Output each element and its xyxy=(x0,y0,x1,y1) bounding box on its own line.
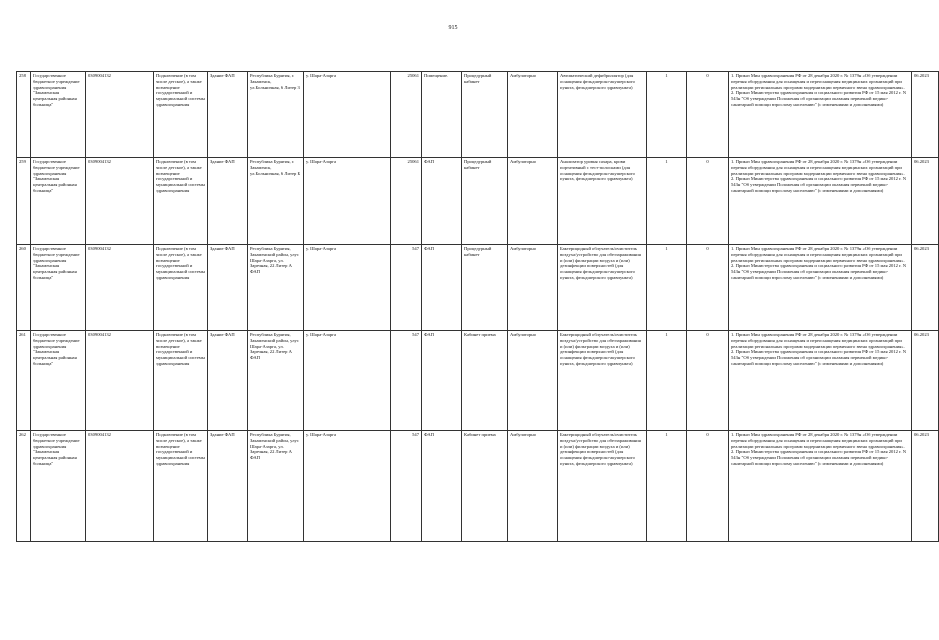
quantity-available-cell: 0 xyxy=(687,331,729,431)
inn-cell: 0309004132 xyxy=(86,331,154,431)
table-row xyxy=(17,431,939,542)
quantity-required-cell: 1 xyxy=(647,72,687,158)
date-cell: 06.2023 xyxy=(912,331,939,431)
row-number: 262 xyxy=(17,431,31,542)
care-type-cell: Амбулаторно xyxy=(508,158,558,245)
locality-cell: у. Шара-Азарга xyxy=(304,331,391,431)
building-cell: Здание ФАП xyxy=(208,158,248,245)
care-type-cell: Амбулаторно xyxy=(508,431,558,542)
table-row xyxy=(17,245,939,331)
inn-cell: 0309004132 xyxy=(86,245,154,331)
basis-cell: 1. Приказ Мин здравоохранения РФ от 28 декабря 2020 г. № 1379н «Об утверждении перечня оборудования для оснащения и переоснащения медицинских организаций при реализации региональных программ модернизации первичного звена здравоохранения». 2. Приказ Министерства здравоохранения и социального развития РФ от 15 мая 2012 г. N 543н "Об утверждении Положения об организации оказания первичной медико-санитарной помощи взрослому населению" (с изменениями и дополнениями) xyxy=(729,431,912,542)
quantity-required-cell: 1 xyxy=(647,431,687,542)
locality-cell: у. Шара-Азарга xyxy=(304,72,391,158)
building-cell: Здание ФАП xyxy=(208,72,248,158)
address-cell: Республика Бурятия, г. Закаменск, ул.Больничная, 6 Литер 3 xyxy=(248,72,304,158)
unit-cell: ФАП xyxy=(422,158,462,245)
table-row xyxy=(17,158,939,245)
description-cell: Подключение (в том числе детское), а также возмещение государственной и муниципальной системы здравоохранения xyxy=(154,331,208,431)
table-row xyxy=(17,331,939,431)
organization-cell: Государственное бюджетное учреждение здравоохранения "Закаменская центральная районная больница" xyxy=(31,158,86,245)
description-cell: Подключение (в том числе детское), а также возмещение государственной и муниципальной системы здравоохранения xyxy=(154,245,208,331)
row-number: 259 xyxy=(17,158,31,245)
care-type-cell: Амбулаторно xyxy=(508,245,558,331)
quantity-available-cell: 0 xyxy=(687,431,729,542)
date-cell: 06.2023 xyxy=(912,245,939,331)
row-number: 261 xyxy=(17,331,31,431)
date-cell: 06.2023 xyxy=(912,158,939,245)
basis-cell: 1. Приказ Мин здравоохранения РФ от 28 декабря 2020 г. № 1379н «Об утверждении перечня оборудования для оснащения и переоснащения медицинских организаций при реализации региональных программ модернизации первичного звена здравоохранения». 2. Приказ Министерства здравоохранения и социального развития РФ от 15 мая 2012 г. N 543н "Об утверждении Положения об организации оказания первичной медико-санитарной помощи взрослому населению" (с изменениями и дополнениями) xyxy=(729,245,912,331)
locality-cell: у. Шара-Азарга xyxy=(304,158,391,245)
equipment-cell: Автоматический дефибриллятор (для оснащения фельдшерско-акушерского пункта, фельдшерского здравпункта) xyxy=(558,72,647,158)
building-cell: Здание ФАП xyxy=(208,431,248,542)
quantity-required-cell: 1 xyxy=(647,245,687,331)
description-cell: Подключение (в том числе детское), а также возмещение государственной и муниципальной системы здравоохранения xyxy=(154,431,208,542)
equipment-cell: Бактерицидный облучатель/очиститель воздуха/устройство для обеззараживания и (или) фильтрации воздуха и (или) дезинфекции поверхностей (для оснащения фельдшерско-акушерского пункта, фельдшерского здравпункта) xyxy=(558,431,647,542)
room-cell: Процедурный кабинет xyxy=(462,72,508,158)
room-cell: Кабинет приема xyxy=(462,431,508,542)
date-cell: 06.2023 xyxy=(912,72,939,158)
quantity-available-cell: 0 xyxy=(687,245,729,331)
organization-cell: Государственное бюджетное учреждение здравоохранения "Закаменская центральная районная больница" xyxy=(31,245,86,331)
unit-cell: ФАП xyxy=(422,245,462,331)
locality-cell: у. Шара-Азарга xyxy=(304,431,391,542)
basis-cell: 1. Приказ Мин здравоохранения РФ от 28 декабря 2020 г. № 1379н «Об утверждении перечня оборудования для оснащения и переоснащения медицинских организаций при реализации региональных программ модернизации первичного звена здравоохранения». 2. Приказ Министерства здравоохранения и социального развития РФ от 15 мая 2012 г. N 543н "Об утверждении Положения об организации оказания первичной медико-санитарной помощи взрослому населению" (с изменениями и дополнениями) xyxy=(729,158,912,245)
room-cell: Кабинет приема xyxy=(462,331,508,431)
care-type-cell: Амбулаторно xyxy=(508,331,558,431)
inn-cell: 0309004132 xyxy=(86,72,154,158)
code-cell: 547 xyxy=(391,431,422,542)
address-cell: Республика Бурятия, Закаменский район, улус Шара-Азарга, ул. Заречная, 22 Литер А ФАП xyxy=(248,431,304,542)
care-type-cell: Амбулаторно xyxy=(508,72,558,158)
room-cell: Процедурный кабинет xyxy=(462,158,508,245)
code-cell: 547 xyxy=(391,245,422,331)
unit-cell: ФАП xyxy=(422,431,462,542)
inn-cell: 0309004132 xyxy=(86,431,154,542)
description-cell: Подключение (в том числе детское), а также возмещение государственной и муниципальной системы здравоохранения xyxy=(154,72,208,158)
building-cell: Здание ФАП xyxy=(208,245,248,331)
address-cell: Республика Бурятия, г. Закаменск, ул.Больничная, 6 Литер Б xyxy=(248,158,304,245)
address-cell: Республика Бурятия, Закаменский район, улус Шара-Азарга, ул. Заречная, 22 Литер А ФАП xyxy=(248,245,304,331)
inn-cell: 0309004132 xyxy=(86,158,154,245)
unit-cell: Помещение. xyxy=(422,72,462,158)
page-number: 915 xyxy=(448,25,458,31)
row-number: 258 xyxy=(17,72,31,158)
code-cell: 25061 xyxy=(391,158,422,245)
basis-cell: 1. Приказ Мин здравоохранения РФ от 28 декабря 2020 г. № 1379н «Об утверждении перечня оборудования для оснащения и переоснащения медицинских организаций при реализации региональных программ модернизации первичного звена здравоохранения». 2. Приказ Министерства здравоохранения и социального развития РФ от 15 мая 2012 г. N 543н "Об утверждении Положения об организации оказания первичной медико-санитарной помощи взрослому населению" (с изменениями и дополнениями) xyxy=(729,72,912,158)
organization-cell: Государственное бюджетное учреждение здравоохранения "Закаменская центральная районная больница" xyxy=(31,331,86,431)
row-number: 260 xyxy=(17,245,31,331)
table-row xyxy=(17,72,939,158)
organization-cell: Государственное бюджетное учреждение здравоохранения "Закаменская центральная районная больница" xyxy=(31,431,86,542)
locality-cell: у. Шара-Азарга xyxy=(304,245,391,331)
equipment-cell: Бактерицидный облучатель/очиститель воздуха/устройство для обеззараживания и (или) фильтрации воздуха и (или) дезинфекции поверхностей (для оснащения фельдшерско-акушерского пункта, фельдшерского здравпункта) xyxy=(558,245,647,331)
equipment-table xyxy=(16,71,939,542)
address-cell: Республика Бурятия, Закаменский район, улус Шара-Азарга, ул. Заречная, 22 Литер А ФАП xyxy=(248,331,304,431)
quantity-required-cell: 1 xyxy=(647,331,687,431)
description-cell: Подключение (в том числе детское), а также возмещение государственной и муниципальной системы здравоохранения xyxy=(154,158,208,245)
date-cell: 06.2023 xyxy=(912,431,939,542)
code-cell: 25061 xyxy=(391,72,422,158)
basis-cell: 1. Приказ Мин здравоохранения РФ от 28 декабря 2020 г. № 1379н «Об утверждении перечня оборудования для оснащения и переоснащения медицинских организаций при реализации региональных программ модернизации первичного звена здравоохранения». 2. Приказ Министерства здравоохранения и социального развития РФ от 15 мая 2012 г. N 543н "Об утверждении Положения об организации оказания первичной медико-санитарной помощи взрослому населению" (с изменениями и дополнениями) xyxy=(729,331,912,431)
quantity-available-cell: 0 xyxy=(687,158,729,245)
organization-cell: Государственное бюджетное учреждение здравоохранения "Закаменская центральная районная больница" xyxy=(31,72,86,158)
quantity-required-cell: 1 xyxy=(647,158,687,245)
building-cell: Здание ФАП xyxy=(208,331,248,431)
equipment-cell: Бактерицидный облучатель/очиститель воздуха/устройство для обеззараживания и (или) фильтрации воздуха и (или) дезинфекции поверхностей (для оснащения фельдшерско-акушерского пункта, фельдшерского здравпункта) xyxy=(558,331,647,431)
equipment-cell: Анализатор уровня сахара, крови портативный с тест-полосками (для оснащения фельдшерско-акушерского пункта, фельдшерского здравпункта) xyxy=(558,158,647,245)
code-cell: 547 xyxy=(391,331,422,431)
room-cell: Процедурный кабинет xyxy=(462,245,508,331)
quantity-available-cell: 0 xyxy=(687,72,729,158)
unit-cell: ФАП xyxy=(422,331,462,431)
